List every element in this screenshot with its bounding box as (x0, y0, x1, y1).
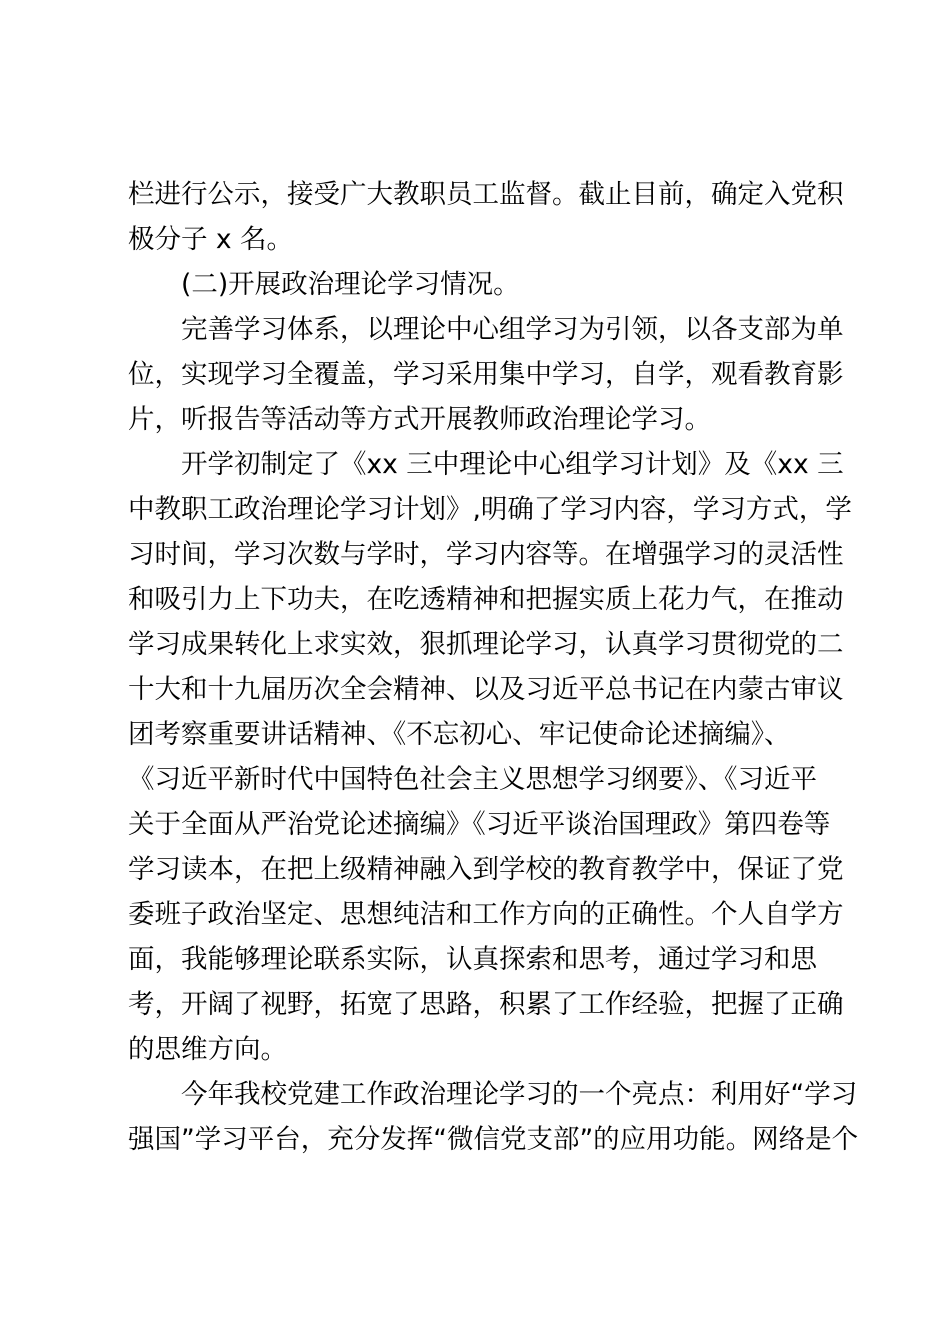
text-line: 栏进行公示，接受广大教职员工监督。截止目前，确定入党积 (128, 179, 844, 210)
section-heading: (二)开展政治理论学习情况。 (181, 269, 520, 300)
text-line: 片，听报告等活动等方式开展教师政治理论学习。 (128, 404, 711, 435)
text-line: 今年我校党建工作政治理论学习的一个亮点：利用好“学习 (181, 1079, 858, 1110)
text-line: 完善学习体系，以理论中心组学习为引领，以各支部为单 (181, 314, 844, 345)
text-line: 面，我能够理论联系实际，认真探索和思考，通过学习和思 (128, 944, 817, 975)
text-line: 学习成果转化上求实效，狠抓理论学习，认真学习贯彻党的二 (128, 629, 844, 660)
text-line: 强国”学习平台，充分发挥“微信党支部”的应用功能。网络是个 (128, 1124, 859, 1155)
text-line: 《习近平新时代中国特色社会主义思想学习纲要》、《习近平 (128, 764, 817, 795)
text-line: 极分子 x 名。 (128, 224, 294, 255)
text-line: 十大和十九届历次全会精神、以及习近平总书记在内蒙古审议 (128, 674, 844, 705)
text-line: 习时间，学习次数与学时，学习内容等。在增强学习的灵活性 (128, 539, 844, 570)
text-line: 委班子政治坚定、思想纯洁和工作方向的正确性。个人自学方 (128, 899, 844, 930)
text-line: 的思维方向。 (128, 1034, 287, 1065)
text-line: 考，开阔了视野，拓宽了思路，积累了工作经验，把握了正确 (128, 989, 844, 1020)
text-line: 团考察重要讲话精神、《不忘初心、牢记使命论述摘编》、 (128, 719, 791, 750)
text-line: 关于全面从严治党论述摘编》《习近平谈治国理政》第四卷等 (128, 809, 831, 840)
body-text (128, 172, 859, 1162)
text-line: 开学初制定了《xx 三中理论中心组学习计划》及《xx 三 (181, 449, 844, 480)
text-line: 中教职工政治理论学习计划》,明确了学习内容，学习方式，学 (128, 494, 852, 525)
text-line: 位，实现学习全覆盖，学习采用集中学习，自学，观看教育影 (128, 359, 844, 390)
text-line: 学习读本，在把上级精神融入到学校的教育教学中，保证了党 (128, 854, 844, 885)
text-line: 和吸引力上下功夫，在吃透精神和把握实质上花力气，在推动 (128, 584, 844, 615)
